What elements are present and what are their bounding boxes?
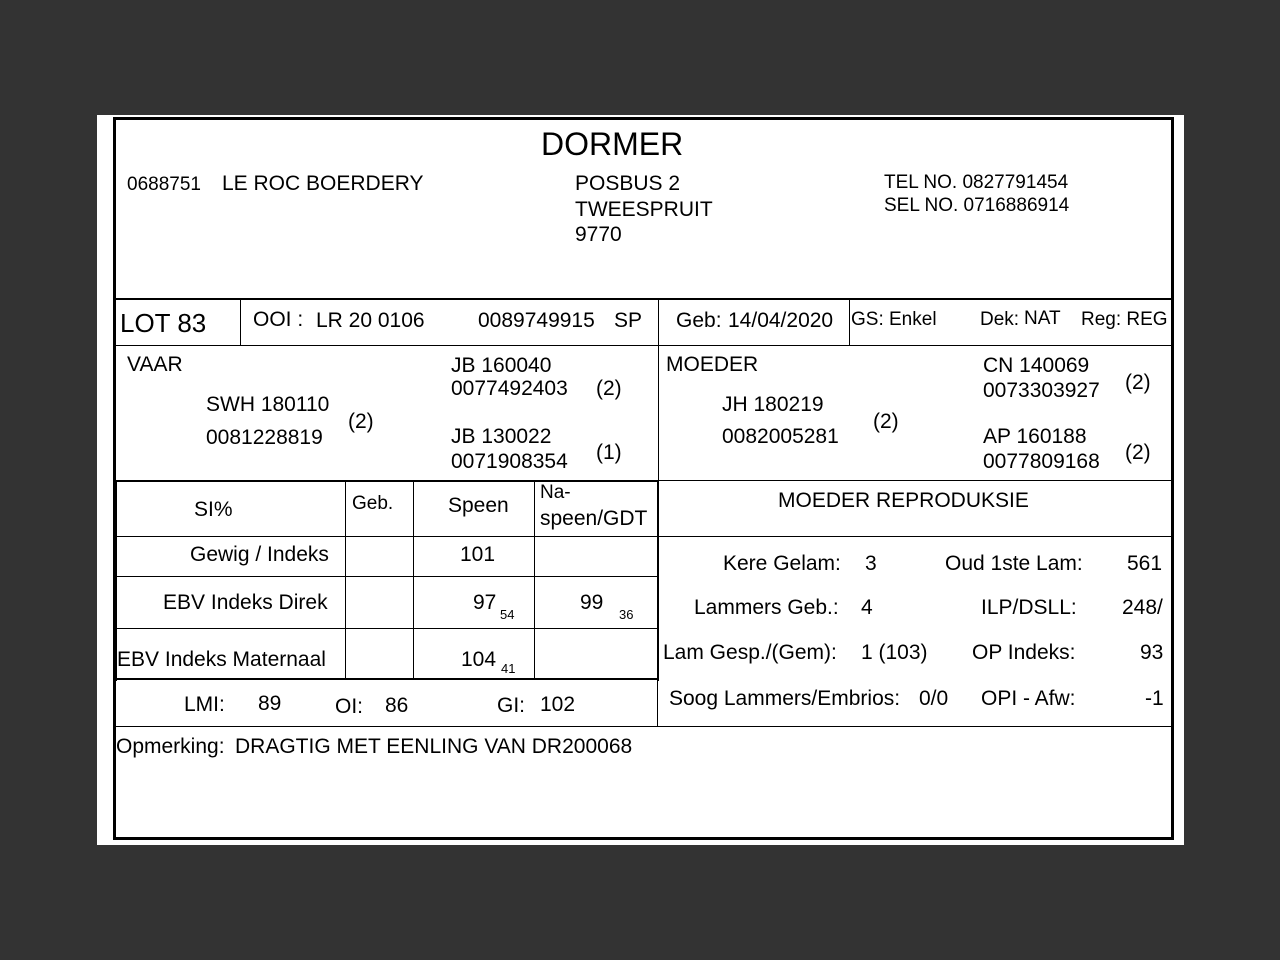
lmi-value: 89 bbox=[258, 692, 282, 715]
owner-number: 0688751 bbox=[127, 174, 201, 195]
vaar-dam-count: (1) bbox=[596, 441, 622, 464]
moeder-sire-number: 0073303927 bbox=[983, 379, 1100, 402]
row-direk-speen-accuracy: 54 bbox=[500, 607, 515, 622]
opi-label: OPI - Afw: bbox=[981, 687, 1076, 710]
divider bbox=[240, 299, 241, 345]
row-gewig-label: Gewig / Indeks bbox=[190, 543, 329, 566]
speen-header: Speen bbox=[448, 494, 509, 517]
opmerking-label: Opmerking: bbox=[116, 735, 225, 758]
oud-label: Oud 1ste Lam: bbox=[945, 552, 1083, 575]
divider bbox=[345, 481, 346, 679]
lam-gesp-label: Lam Gesp./(Gem): bbox=[663, 641, 837, 664]
naspeen-header-1: Na- bbox=[540, 482, 571, 503]
row-maternaal-label: EBV Indeks Maternaal bbox=[117, 648, 326, 671]
lammers-label: Lammers Geb.: bbox=[694, 596, 839, 619]
divider bbox=[115, 576, 659, 577]
oi-label: OI: bbox=[335, 695, 364, 718]
moeder-dam-number: 0077809168 bbox=[983, 450, 1100, 473]
soog-label: Soog Lammers/Embrios: bbox=[669, 687, 901, 710]
divider bbox=[658, 480, 1172, 481]
address-line-3: 9770 bbox=[575, 223, 622, 246]
oi-value: 86 bbox=[385, 694, 409, 717]
row-direk-naspeen: 99 bbox=[580, 591, 604, 614]
vaar-number: 0081228819 bbox=[206, 426, 323, 449]
moeder-sire-id: CN 140069 bbox=[983, 354, 1090, 377]
geb-header: Geb. bbox=[352, 493, 394, 514]
divider bbox=[115, 536, 1172, 537]
row-maternaal-speen-accuracy: 41 bbox=[501, 661, 516, 676]
divider bbox=[115, 480, 659, 482]
si-header: SI% bbox=[194, 498, 233, 521]
vaar-dam-id: JB 130022 bbox=[451, 425, 552, 448]
moeder-id: JH 180219 bbox=[722, 393, 824, 416]
breed-title: DORMER bbox=[541, 126, 684, 162]
birth-date: 14/04/2020 bbox=[728, 309, 834, 332]
divider bbox=[658, 345, 659, 481]
ooi-code: SP bbox=[614, 309, 643, 332]
lammers-value: 4 bbox=[861, 596, 873, 619]
row-gewig-speen: 101 bbox=[460, 543, 496, 566]
reproduksie-title: MOEDER REPRODUKSIE bbox=[778, 489, 1029, 512]
naspeen-header-2: speen/GDT bbox=[540, 507, 648, 530]
opmerking-text: DRAGTIG MET EENLING VAN DR200068 bbox=[235, 735, 633, 758]
row-direk-label: EBV Indeks Direk bbox=[163, 591, 328, 614]
address-line-1: POSBUS 2 bbox=[575, 172, 681, 195]
vaar-sire-id: JB 160040 bbox=[451, 354, 552, 377]
row-direk-speen: 97 bbox=[473, 591, 497, 614]
ilp-label: ILP/DSLL: bbox=[981, 596, 1077, 619]
kere-label: Kere Gelam: bbox=[723, 552, 841, 575]
row-direk-naspeen-accuracy: 36 bbox=[619, 607, 634, 622]
op-label: OP Indeks: bbox=[972, 641, 1076, 664]
moeder-label: MOEDER bbox=[666, 353, 759, 376]
divider bbox=[115, 726, 1172, 727]
lot-number: LOT 83 bbox=[120, 308, 207, 338]
gi-value: 102 bbox=[540, 693, 576, 716]
vaar-sire-count: (2) bbox=[596, 377, 622, 400]
ilp-value: 248/ bbox=[1122, 596, 1163, 619]
reg-value: Reg: REG bbox=[1081, 309, 1168, 330]
divider bbox=[115, 298, 1172, 300]
divider bbox=[657, 481, 659, 681]
divider bbox=[413, 481, 414, 679]
gs-value: GS: Enkel bbox=[851, 309, 937, 330]
ooi-number: 0089749915 bbox=[478, 309, 595, 332]
tel-number: TEL NO. 0827791454 bbox=[884, 172, 1069, 193]
dek-label: Dek: bbox=[980, 309, 1020, 330]
birth-label: Geb: bbox=[676, 309, 722, 332]
owner-name: LE ROC BOERDERY bbox=[222, 172, 424, 195]
divider bbox=[115, 345, 1172, 346]
moeder-dam-id: AP 160188 bbox=[983, 425, 1087, 448]
oud-value: 561 bbox=[1127, 552, 1163, 575]
row-maternaal-speen: 104 bbox=[461, 648, 497, 671]
address-line-2: TWEESPRUIT bbox=[575, 198, 713, 221]
soog-value: 0/0 bbox=[919, 687, 949, 710]
moeder-number: 0082005281 bbox=[722, 425, 839, 448]
dek-value: NAT bbox=[1024, 308, 1061, 329]
lmi-label: LMI: bbox=[184, 693, 225, 716]
kere-value: 3 bbox=[865, 552, 877, 575]
op-value: 93 bbox=[1140, 641, 1164, 664]
gi-label: GI: bbox=[497, 694, 526, 717]
moeder-dam-count: (2) bbox=[1125, 441, 1151, 464]
divider bbox=[657, 680, 658, 726]
ooi-label: OOI : bbox=[253, 308, 304, 331]
moeder-count: (2) bbox=[873, 410, 899, 433]
divider bbox=[534, 481, 535, 679]
vaar-sire-number: 0077492403 bbox=[451, 377, 568, 400]
divider bbox=[115, 628, 659, 629]
certificate-frame bbox=[113, 117, 1174, 840]
vaar-dam-number: 0071908354 bbox=[451, 450, 568, 473]
divider bbox=[658, 299, 659, 345]
opi-value: -1 bbox=[1145, 687, 1164, 710]
ooi-id: LR 20 0106 bbox=[316, 309, 425, 332]
vaar-id: SWH 180110 bbox=[206, 393, 330, 416]
vaar-count: (2) bbox=[348, 410, 374, 433]
divider bbox=[849, 299, 850, 345]
lam-gesp-value: 1 (103) bbox=[861, 641, 928, 664]
sel-number: SEL NO. 0716886914 bbox=[884, 195, 1070, 216]
moeder-sire-count: (2) bbox=[1125, 371, 1151, 394]
divider bbox=[115, 678, 659, 680]
vaar-label: VAAR bbox=[127, 353, 183, 376]
